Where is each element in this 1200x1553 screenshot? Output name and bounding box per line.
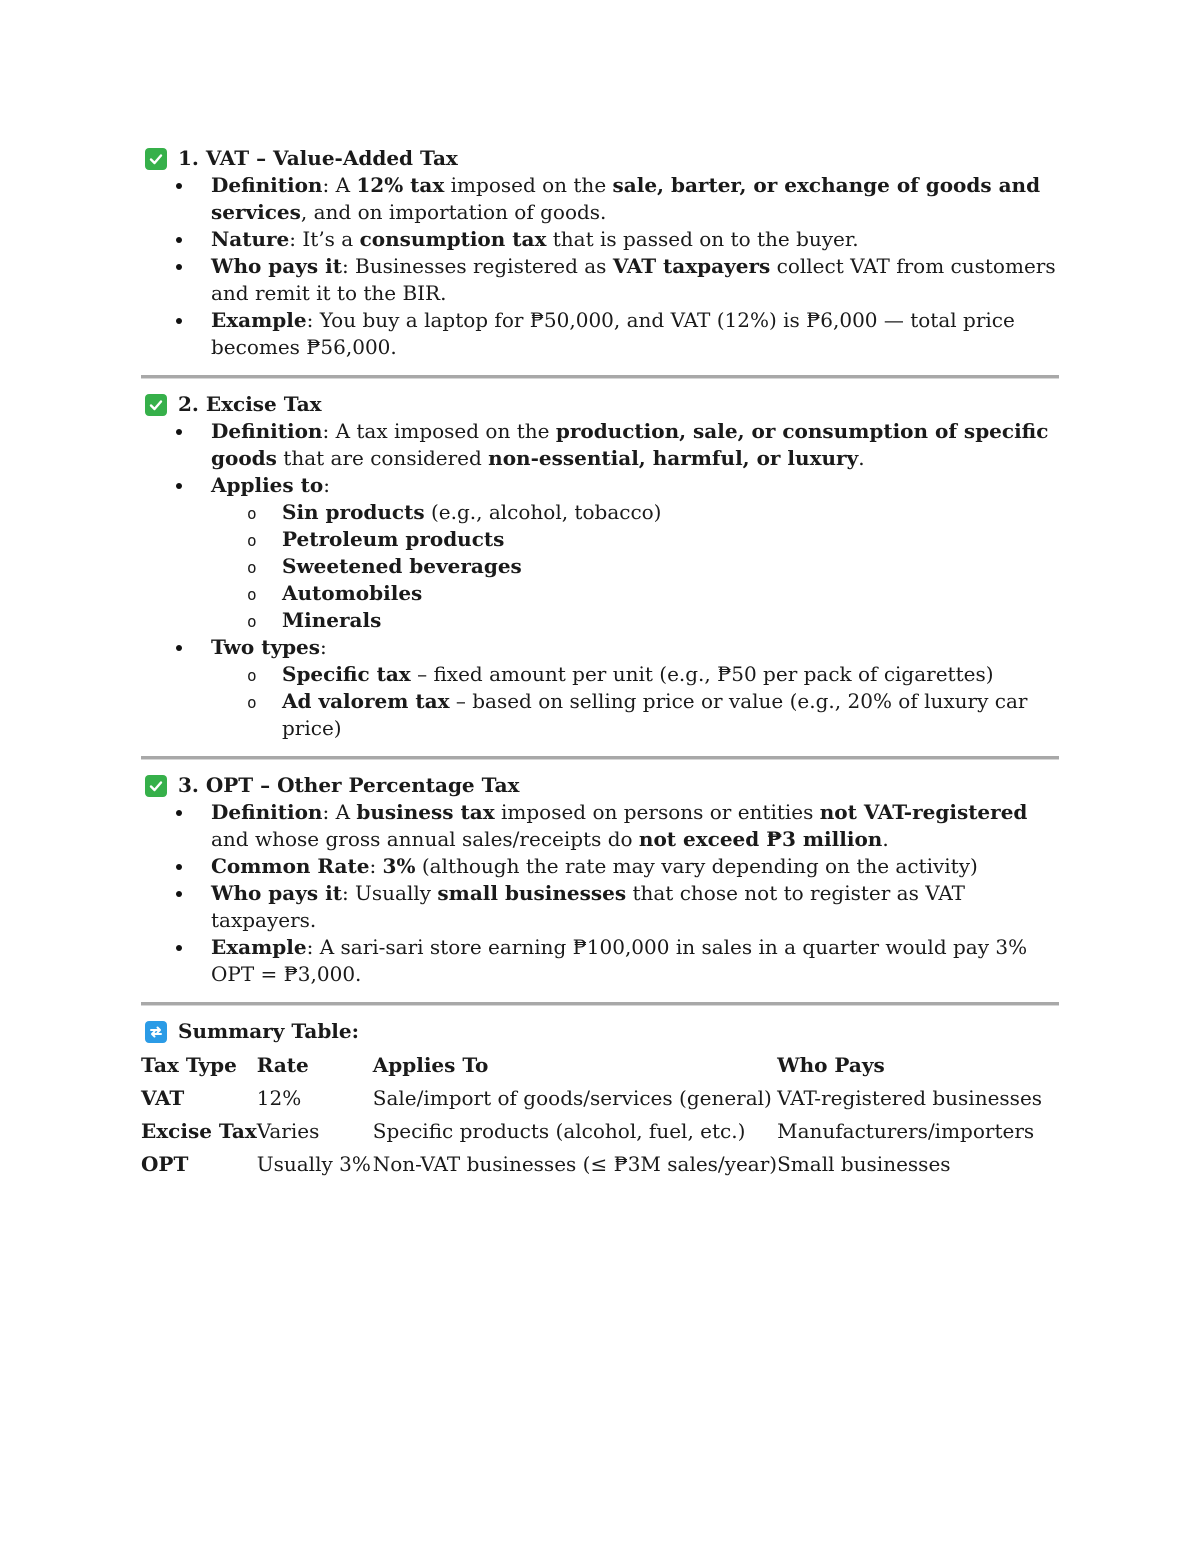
item-label: Minerals bbox=[282, 608, 382, 632]
emphasis: VAT taxpayers bbox=[612, 254, 771, 278]
cell-rate: Usually 3% bbox=[256, 1152, 371, 1176]
emphasis: consumption tax bbox=[359, 227, 547, 251]
list-item: Applies to: o Sin products (e.g., alcohol, tobacco) o Petroleum products o Sweetened beverages o Automobiles o Minerals bbox=[211, 472, 1061, 634]
emphasis: non-essential, harmful, or luxury bbox=[488, 446, 859, 470]
sub-list-item bbox=[282, 607, 1061, 634]
cell-tax-type: VAT bbox=[141, 1086, 185, 1110]
section-heading bbox=[141, 772, 1061, 799]
header-applies-to: Applies To bbox=[372, 1053, 489, 1077]
header-who-pays: Who Pays bbox=[777, 1053, 885, 1077]
bullet-list bbox=[141, 799, 1061, 988]
section-divider bbox=[141, 1002, 1059, 1006]
section bbox=[141, 145, 1061, 379]
repeat-icon bbox=[145, 1021, 167, 1043]
item-label: Example bbox=[211, 935, 307, 959]
check-icon bbox=[145, 775, 167, 797]
item-label: Nature bbox=[211, 227, 290, 251]
cell-who-pays: VAT-registered businesses bbox=[777, 1086, 1043, 1110]
check-icon bbox=[145, 148, 167, 170]
summary-title: Summary Table: bbox=[178, 1019, 360, 1043]
list-item: Definition: A 12% tax imposed on the sale, barter, or exchange of goods and services, and on importation of goods. bbox=[211, 172, 1061, 226]
list-item: Example: You buy a laptop for ₱50,000, and VAT (12%) is ₱6,000 — total price becomes ₱56,000. bbox=[211, 307, 1061, 361]
item-label: Applies to bbox=[211, 473, 324, 497]
section-divider bbox=[141, 375, 1059, 379]
list-item: Two types: o Specific tax – fixed amount per unit (e.g., ₱50 per pack of cigarettes) o Ad valorem tax – based on selling price or value (e.g., 20% of luxury car price) bbox=[211, 634, 1061, 742]
item-label: Common Rate bbox=[211, 854, 370, 878]
table-header-row bbox=[141, 1052, 1042, 1085]
item-label: Who pays it bbox=[211, 254, 342, 278]
list-item: Example: A sari-sari store earning ₱100,000 in sales in a quarter would pay 3% OPT = ₱3,000. bbox=[211, 934, 1061, 988]
emphasis: not VAT-registered bbox=[819, 800, 1028, 824]
list-item: Nature: It’s a consumption tax that is passed on to the buyer. bbox=[211, 226, 1061, 253]
list-item: Who pays it: Businesses registered as VAT taxpayers collect VAT from customers and remit it to the BIR. bbox=[211, 253, 1061, 307]
list-item: Common Rate: 3% (although the rate may vary depending on the activity) bbox=[211, 853, 1061, 880]
cell-rate: 12% bbox=[256, 1086, 302, 1110]
sub-list-item: o Sin products (e.g., alcohol, tobacco) bbox=[282, 499, 1061, 526]
item-label: Definition bbox=[211, 800, 323, 824]
item-label: Who pays it bbox=[211, 881, 342, 905]
document-content bbox=[141, 145, 1061, 1184]
table-row bbox=[141, 1085, 1042, 1118]
cell-who-pays: Small businesses bbox=[777, 1152, 951, 1176]
summary-heading bbox=[141, 1018, 1061, 1045]
list-item: Definition: A business tax imposed on persons or entities not VAT-registered and whose gross annual sales/receipts do not exceed ₱3 million. bbox=[211, 799, 1061, 853]
sub-list-item: o Specific tax – fixed amount per unit (e.g., ₱50 per pack of cigarettes) bbox=[282, 661, 1061, 688]
list-item: Definition: A tax imposed on the production, sale, or consumption of specific goods that are considered non-essential, harmful, or luxury. bbox=[211, 418, 1061, 472]
emphasis: business tax bbox=[356, 800, 495, 824]
table-row bbox=[141, 1118, 1042, 1151]
cell-tax-type: OPT bbox=[141, 1152, 189, 1176]
item-label: Petroleum products bbox=[282, 527, 505, 551]
cell-who-pays: Manufacturers/importers bbox=[777, 1119, 1035, 1143]
item-label: Ad valorem tax bbox=[282, 689, 450, 713]
header-rate: Rate bbox=[256, 1053, 309, 1077]
item-label: Example bbox=[211, 308, 307, 332]
emphasis: 3% bbox=[382, 854, 416, 878]
item-label: Automobiles bbox=[282, 581, 423, 605]
check-icon bbox=[145, 394, 167, 416]
sub-list bbox=[211, 499, 1061, 634]
sub-list bbox=[211, 661, 1061, 742]
emphasis: sale, barter, or exchange of goods and services bbox=[211, 173, 1041, 224]
section-title: 3. OPT – Other Percentage Tax bbox=[178, 773, 520, 797]
bullet-list bbox=[141, 172, 1061, 361]
sections bbox=[141, 145, 1061, 1006]
section bbox=[141, 391, 1061, 760]
table-row bbox=[141, 1151, 1042, 1184]
item-label: Specific tax bbox=[282, 662, 411, 686]
list-item: Who pays it: Usually small businesses that chose not to register as VAT taxpayers. bbox=[211, 880, 1061, 934]
emphasis: small businesses bbox=[437, 881, 627, 905]
item-label: Definition bbox=[211, 173, 323, 197]
emphasis: not exceed ₱3 million bbox=[638, 827, 883, 851]
section-heading bbox=[141, 145, 1061, 172]
cell-tax-type: Excise Tax bbox=[141, 1119, 257, 1143]
section bbox=[141, 772, 1061, 1006]
cell-applies-to: Sale/import of goods/services (general) bbox=[372, 1086, 772, 1110]
sub-list-item bbox=[282, 553, 1061, 580]
sub-list-item bbox=[282, 526, 1061, 553]
sub-list-item bbox=[282, 580, 1061, 607]
item-label: Definition bbox=[211, 419, 323, 443]
cell-rate: Varies bbox=[256, 1119, 320, 1143]
bullet-list bbox=[141, 418, 1061, 742]
header-tax-type: Tax Type bbox=[141, 1053, 237, 1077]
emphasis: 12% tax bbox=[356, 173, 445, 197]
cell-applies-to: Non-VAT businesses (≤ ₱3M sales/year) bbox=[372, 1152, 778, 1176]
summary-table bbox=[141, 1052, 1042, 1184]
section-divider bbox=[141, 756, 1059, 760]
item-label: Two types bbox=[211, 635, 321, 659]
item-label: Sin products bbox=[282, 500, 425, 524]
section-title: 1. VAT – Value-Added Tax bbox=[178, 146, 458, 170]
cell-applies-to: Specific products (alcohol, fuel, etc.) bbox=[372, 1119, 746, 1143]
emphasis: production, sale, or consumption of specific goods bbox=[211, 419, 1049, 470]
sub-list-item: o Ad valorem tax – based on selling price or value (e.g., 20% of luxury car price) bbox=[282, 688, 1061, 742]
section-heading bbox=[141, 391, 1061, 418]
section-title: 2. Excise Tax bbox=[178, 392, 322, 416]
item-label: Sweetened beverages bbox=[282, 554, 522, 578]
